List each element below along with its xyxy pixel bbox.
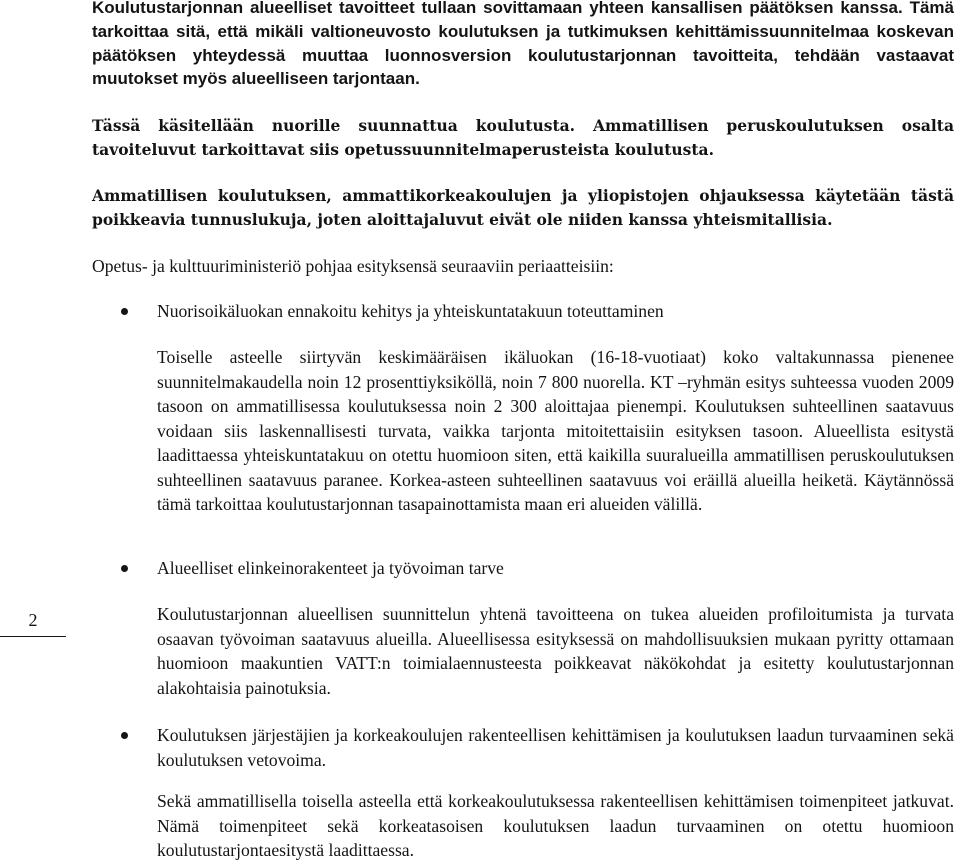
- paragraph-principles-intro: Opetus- ja kulttuuriministeriö pohjaa esityksensä seuraaviin periaatteisiin:: [92, 256, 614, 276]
- bullet-title-regional-economy: Alueelliset elinkeinorakenteet ja työvoiman tarve: [157, 558, 504, 578]
- page-number: 2: [28, 610, 38, 630]
- bullet-icon: [121, 732, 128, 739]
- bullet-title-structural-development: Koulutuksen järjestäjien ja korkeakoulujen rakenteellisen kehittämisen ja koulutuksen laadun turvaaminen sekä koulutuksen vetovoima.: [157, 725, 954, 770]
- bullet-title-youth-cohort: Nuorisoikäluokan ennakoitu kehitys ja yhteiskuntatakuun toteuttaminen: [157, 301, 664, 321]
- bullet-icon: [121, 565, 128, 572]
- bullet-text-structural-development: Sekä ammatillisella toisella asteella että korkeakoulutuksessa rakenteellisen kehittämisen toimenpiteet jatkuvat. Nämä toimenpiteet sekä korkeatasoisen koulutuksen laadun turvaaminen on otettu huomioon koulutustarjontaesitystä laadittaessa.: [157, 791, 954, 860]
- paragraph-regional-targets: Koulutustarjonnan alueelliset tavoitteet tullaan sovittamaan yhteen kansallisen päätöksen kanssa. Tämä tarkoittaa sitä, että mikäli valtioneuvosto koulutuksen ja tutkimuksen kehittämissuunnitelmaa koskevan päätöksen yhteydessä muuttaa luonnosversion koulutustarjonnan tavoitteita, tehdään vastaavat muutokset myös alueelliseen tarjontaan.: [92, 0, 954, 89]
- paragraph-youth-education: Tässä käsitellään nuorille suunnattua koulutusta. Ammatillisen peruskoulutuksen osalta tavoiteluvut tarkoittavat siis opetussuunnitelmaperusteista koulutusta.: [92, 116, 954, 159]
- page-number-rule: [0, 636, 66, 637]
- bullet-text-youth-cohort: Toiselle asteelle siirtyvän keskimääräisen ikäluokan (16-18-vuotiaat) koko valtakunnassa pienenee suunnitelmakaudella noin 12 prosenttiyksiköllä, noin 7 800 nuorella. KT –ryhmän esitys suhteessa vuoden 2009 tasoon on ammatillisessa koulutuksessa noin 2 300 aloittajaa pienempi. Koulutuksen suhteellinen saatavuus voidaan siis laskennallisesti turvata, vaikka tarjonta mitoitettaisiin esityksen tasoon. Alueellista esitystä laadittaessa yhteiskuntatakuu on otettu huomioon siten, että kaikilla suuralueilla ammatillisen peruskoulutuksen suhteellinen saatavuus paranee. Korkea-asteen suhteellinen saatavuus voi eräillä alueilla heiketä. Käytännössä tämä tarkoittaa koulutustarjonnan tasapainottamista maan eri alueiden välillä.: [157, 347, 954, 514]
- paragraph-indicators: Ammatillisen koulutuksen, ammattikorkeakoulujen ja yliopistojen ohjauksessa käytetään tästä poikkeavia tunnuslukuja, joten aloittajaluvut eivät ole niiden kanssa yhteismitallisia.: [92, 186, 954, 229]
- bullet-icon: [121, 308, 128, 315]
- bullet-text-regional-economy: Koulutustarjonnan alueellisen suunnittelun yhtenä tavoitteena on tukea alueiden profiloitumista ja turvata osaavan työvoiman saatavuus alueilla. Alueellisessa esityksessä on mahdollisuuksien mukaan pyritty ottamaan huomioon maakuntien VATT:n toimialaennusteesta poikkeavat näkökohdat ja esitetty koulutustarjonnan alakohtaisia painotuksia.: [157, 604, 954, 698]
